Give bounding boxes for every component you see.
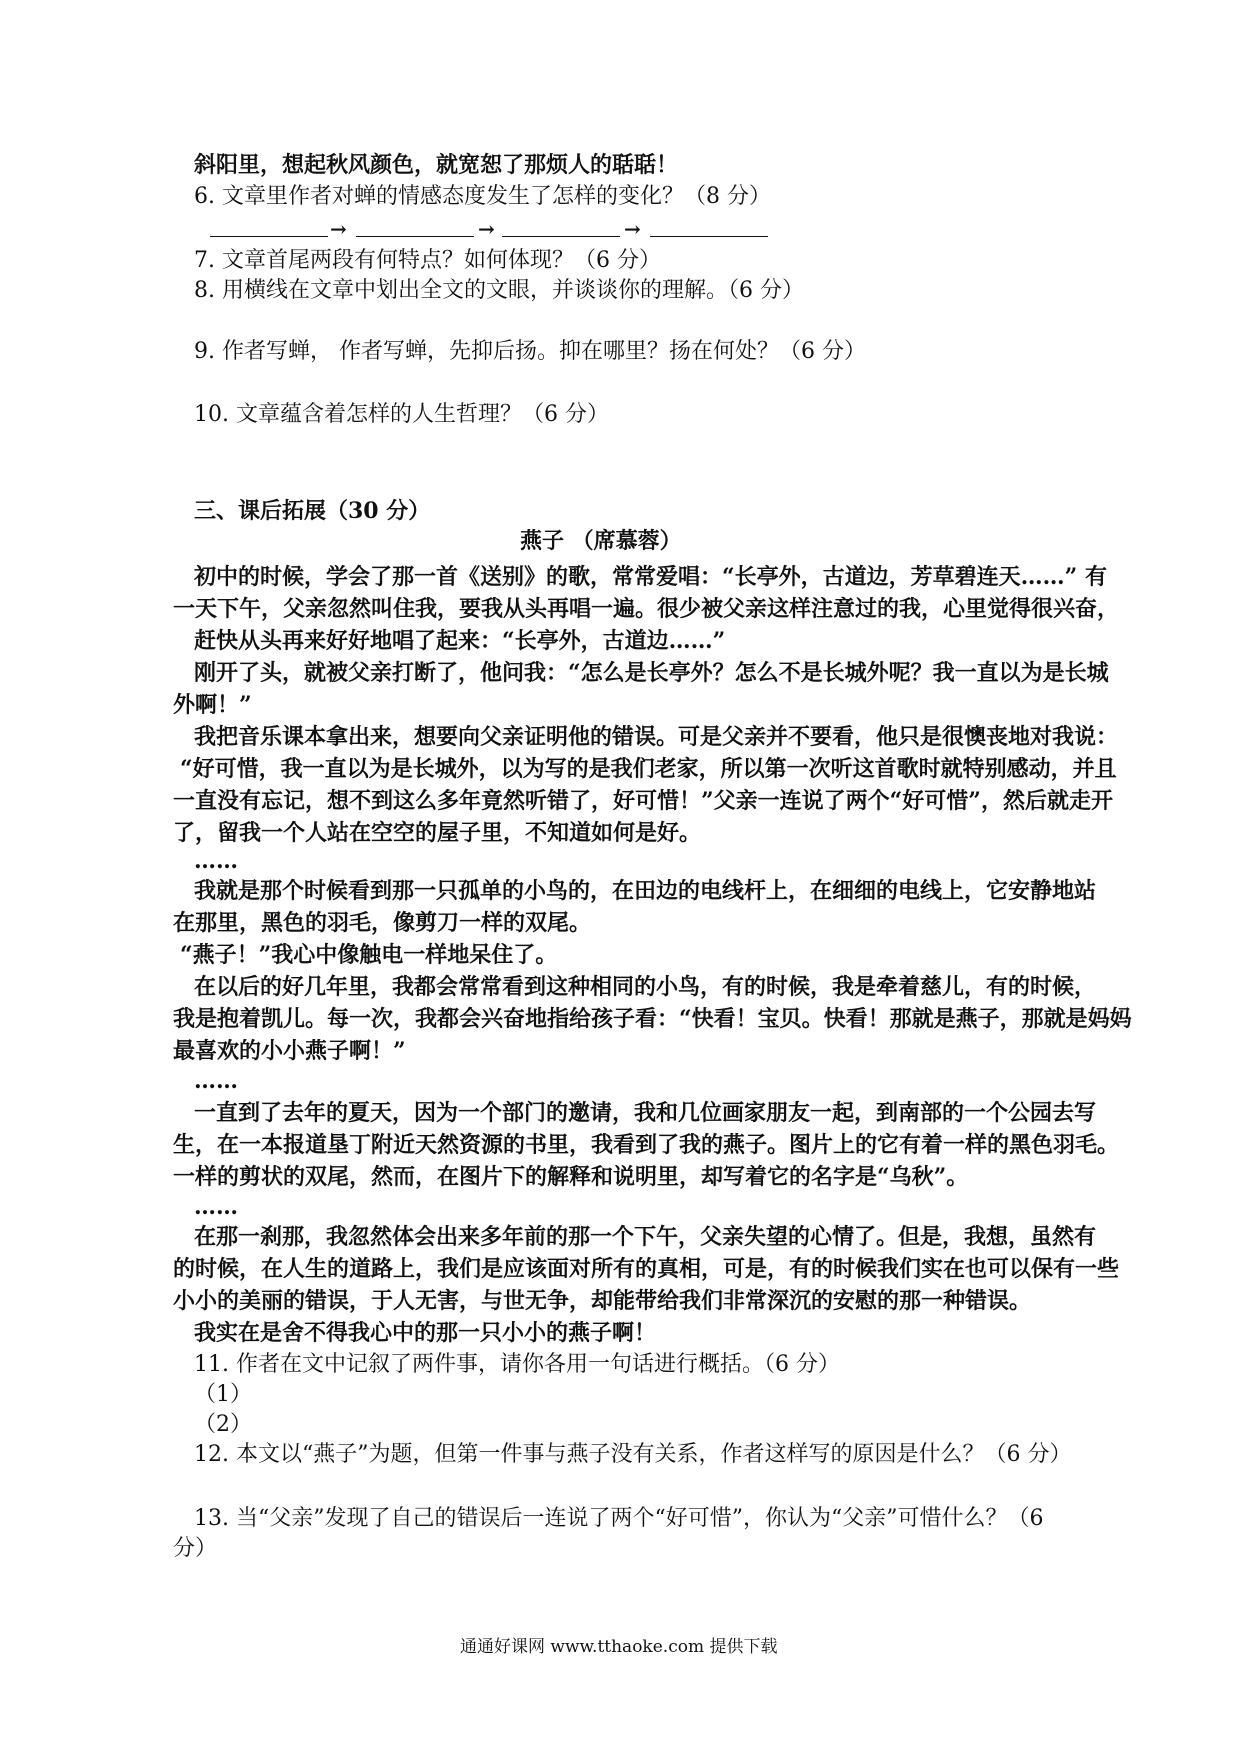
question-9: 9. 作者写蝉， 作者写蝉，先抑后扬。抑在哪里？扬在何处？（6 分） xyxy=(194,339,866,364)
article-line: 生，在一本报道垦丁附近天然资源的书里，我看到了我的燕子。图片上的它有着一样的黑色羽毛。 xyxy=(173,1132,1120,1158)
question-6: 6. 文章里作者对蝉的情感态度发生了怎样的变化？（8 分） xyxy=(194,184,771,209)
article-line: “好可惜，我一直以为是长城外，以为写的是我们老家，所以第一次听这首歌时就特别感动，并且 xyxy=(180,756,1117,782)
ellipsis-separator: …… xyxy=(194,848,238,874)
answer-blank-1[interactable] xyxy=(210,236,328,237)
arrow-icon: → xyxy=(478,217,495,241)
question-13-continued: 分） xyxy=(173,1536,218,1561)
arrow-icon: → xyxy=(624,217,641,241)
answer-blank-4[interactable] xyxy=(650,236,768,237)
article-line: 外啊！” xyxy=(173,692,252,718)
question-13: 13. 当“父亲”发现了自己的错误后一连说了两个“好可惜”，你认为“父亲”可惜什么？（6 xyxy=(194,1506,1044,1531)
question-10: 10. 文章蕴含着怎样的人生哲理？（6 分） xyxy=(194,402,609,427)
section-3-heading: 三、课后拓展（30 分） xyxy=(194,498,431,524)
article-line: 在以后的好几年里，我都会常常看到这种相同的小鸟，有的时候，我是牵着慈儿，有的时候， xyxy=(194,974,1097,1000)
question-11-part-1: （1） xyxy=(194,1382,252,1407)
article-line: 在那里，黑色的羽毛，像剪刀一样的双尾。 xyxy=(173,910,592,936)
question-7: 7. 文章首尾两段有何特点？如何体现？（6 分） xyxy=(194,248,661,273)
article-line: 了，留我一个人站在空空的屋子里，不知道如何是好。 xyxy=(173,820,702,846)
article-line: “燕子！”我心中像触电一样地呆住了。 xyxy=(180,942,558,968)
previous-text-tail: 斜阳里，想起秋风颜色，就宽恕了那烦人的聒聒！ xyxy=(194,152,679,178)
article-line: 一样的剪状的双尾，然而，在图片下的解释和说明里，却写着它的名字是“乌秋”。 xyxy=(173,1164,969,1190)
question-11: 11. 作者在文中记叙了两件事，请你各用一句话进行概括。（6 分） xyxy=(194,1352,840,1377)
question-12: 12. 本文以“燕子”为题，但第一件事与燕子没有关系，作者这样写的原因是什么？（6 分） xyxy=(194,1442,1072,1467)
article-line: 刚开了头，就被父亲打断了，他问我：“怎么是长亭外？怎么不是长城外呢？我一直以为是长城 xyxy=(194,660,1109,686)
article-line: 一直到了去年的夏天，因为一个部门的邀请，我和几位画家朋友一起，到南部的一个公园去写 xyxy=(194,1100,1097,1126)
article-line: 一天下午，父亲忽然叫住我，要我从头再唱一遍。很少被父亲这样注意过的我，心里觉得很兴奋， xyxy=(173,596,1120,622)
article-line: 的时候，在人生的道路上，我们是应该面对所有的真相，可是，有的时候我们实在也可以保有一些 xyxy=(173,1256,1120,1282)
answer-blanks-row xyxy=(210,217,850,241)
page-footer: 通通好课网 www.tthaoke.com 提供下载 xyxy=(460,1637,778,1657)
answer-blank-2[interactable] xyxy=(356,236,474,237)
question-11-part-2: （2） xyxy=(194,1412,252,1437)
arrow-icon: → xyxy=(330,217,347,241)
article-title: 燕子 （席慕蓉） xyxy=(520,528,682,554)
question-8: 8. 用横线在文章中划出全文的文眼，并谈谈你的理解。（6 分） xyxy=(194,278,804,303)
article-line: 我是抱着凯儿。每一次，我都会兴奋地指给孩子看：“快看！宝贝。快看！那就是燕子，那就是妈妈 xyxy=(173,1006,1132,1032)
article-line: 最喜欢的小小燕子啊！” xyxy=(173,1038,406,1064)
article-line: 我把音乐课本拿出来，想要向父亲证明他的错误。可是父亲并不要看，他只是很懊丧地对我说： xyxy=(194,724,1119,750)
article-line: 赶快从头再来好好地唱了起来：“长亭外，古道边……” xyxy=(194,628,726,654)
ellipsis-separator: …… xyxy=(194,1194,238,1220)
article-line: 在那一刹那，我忽然体会出来多年前的那一个下午，父亲失望的心情了。但是，我想，虽然有 xyxy=(194,1224,1097,1250)
ellipsis-separator: …… xyxy=(194,1068,238,1094)
article-line: 小小的美丽的错误，于人无害，与世无争，却能带给我们非常深沉的安慰的那一种错误。 xyxy=(173,1288,1032,1314)
answer-blank-3[interactable] xyxy=(502,236,620,237)
article-line: 一直没有忘记，想不到这么多年竟然听错了，好可惜！”父亲一连说了两个“好可惜”，然后就走开 xyxy=(173,788,1113,814)
article-line: 我实在是舍不得我心中的那一只小小的燕子啊！ xyxy=(194,1320,657,1346)
article-line: 我就是那个时候看到那一只孤单的小鸟的，在田边的电线杆上，在细细的电线上，它安静地站 xyxy=(194,878,1097,904)
article-line: 初中的时候，学会了那一首《送别》的歌，常常爱唱：“长亭外，古道边，芳草碧连天……” 有 xyxy=(194,564,1107,590)
